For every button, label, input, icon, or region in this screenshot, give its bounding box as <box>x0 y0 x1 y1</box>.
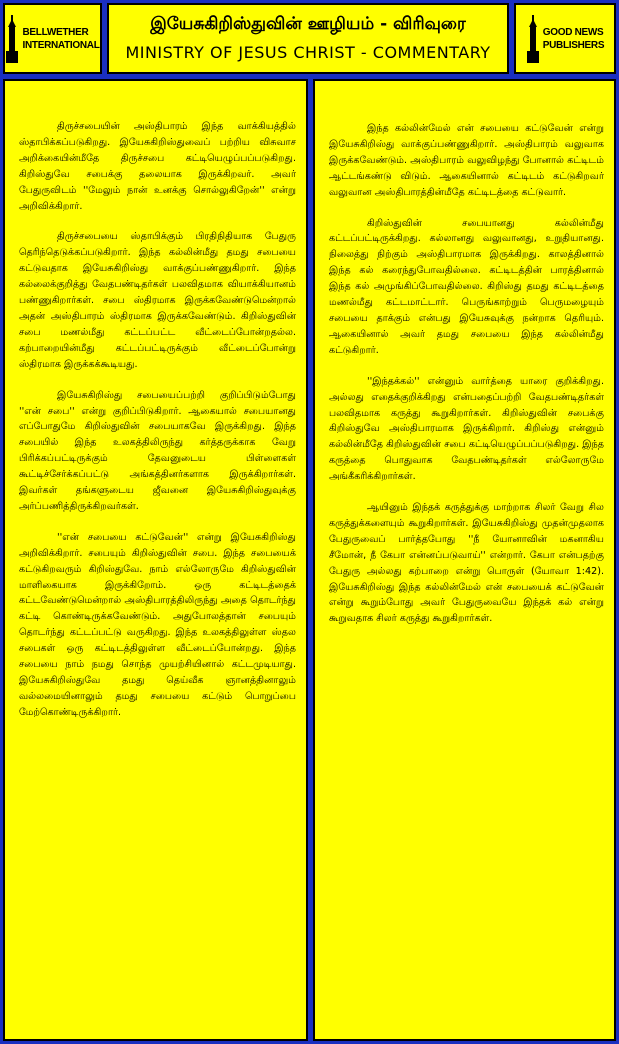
paragraph: ''என் சபையை கட்டுவேன்'' என்று இயேசுகிறிஸ்து அறிவிக்கிறார். சபையும் கிறிஸ்துவின் சபை. இந்த சபையைக் கட்டுகிறவரும் கிறிஸ்துவே. நாம் எல்லோருமே கிறிஸ்துவின் மாளிகையாக இருக்கிறோம். ஒரு கட்டிடத்தைக் கட்டவேண்டுமென்றால் அஸ்திபாரத்திலிருந்து அதை தொடர்ந்து கட்டி கொண்டிருக்கவேண்டும். அதுபோலத்தான் சபையும் தொடர்ந்து கட்டப்பட்டு வருகிறது. இந்த உலகத்திலுள்ள ஸ்தல சபைகள் ஒரு கட்டிடத்திலுள்ள வீட்டைப்போன்றது. இந்த சபையை நாம் நமது சொந்த முயற்சியினால் கட்டமுடியாது. இயேசுகிறிஸ்துவே தமது தெய்வீக ஞானத்தினாலும் வல்லமையினாலும் தமது சபையை கட்டும் பொறுப்பை மேற்கொண்டிருக்கிறார். <box>19 531 296 718</box>
paragraph: கிறிஸ்துவின் சபையானது கல்லின்மீது கட்டப்பட்டிருக்கிறது. கல்லானது வலுவானது, உறுதியானது. நிலைத்து நிற்கும் அஸ்திபாரமாக இருக்கிறது. காலத்தினால் இந்த கல் கரைந்துபோவதில்லை. கட்டிடத்தின் பாரத்தினால் இந்த கல் அமுங்கிப்போவதில்லை. கிறிஸ்து தமது கட்டிடத்தை மணல்மீது கட்டமாட்டார். பெருங்காற்றும் பெருமழையும் சபையை தாக்கும் என்பது இயேசுவுக்கு நன்றாக தெரியும். ஆகையினால் அவர் தமது சபையை இந்த கல்லின்மீது கட்டுகிறார். <box>329 217 604 356</box>
paragraph: ''இந்தக்கல்'' என்னும் வார்த்தை யாரை குறிக்கிறது. அல்லது எதைக்குறிக்கிறது என்பதைப்பற்றி வேதபண்டிதர்கள் பலவிதமாக கருத்து கூறுகிறார்கள். கிறிஸ்துவின் சபைக்கு கிறிஸ்துவே அஸ்திபாரமாக இருக்கிறார். கிறிஸ்து என்னும் கல்லின்மீதே கிறிஸ்துவின் சபை கட்டியெழுப்பப்படுகிறது. இந்த கருத்தை பொதுவாக வேதபண்டிதர்கள் எல்லோருமே அங்கீகரிக்கிறார்கள். <box>329 375 604 483</box>
title-english: MINISTRY OF JESUS CHRIST - COMMENTARY <box>125 43 491 62</box>
left-column <box>3 79 308 1041</box>
title-box <box>107 3 509 74</box>
paragraph: இயேசுகிறிஸ்து சபையைப்பற்றி குறிப்பிடும்போது ''என் சபை'' என்று குறிப்பிடுகிறார். ஆகையால் சபையானது எப்போதுமே கிறிஸ்துவின் சபையாகவே இருக்கிறது. இந்த சபையில் இந்த உலகத்திலிருந்து கர்த்தருக்காக வேறு பிரிக்கப்பட்டிருக்கும் தேவனுடைய பிள்ளைகள் கூட்டிச்சேர்க்கப்பட்டு அங்கத்தினர்களாக இருக்கிறார்கள். இவர்கள் தங்களுடைய ஜீவனை இயேசுகிறிஸ்துவுக்கு அர்ப்பணித்திருக்கிறவர்கள். <box>19 389 296 512</box>
paragraph: இந்த கல்லின்மேல் என் சபையை கட்டுவேன் என்று இயேசுகிறிஸ்து வாக்குப்பண்ணுகிறார். அஸ்திபாரம் வலுவாக இருக்கவேண்டும். அஸ்திபாரம் வலுவிழந்து போனால் கட்டிடம் ஆட்டங்கண்டு விடும். ஆகையினால் கட்டிடம் கட்டுகிறவர் வலுவான அஸ்திபாரத்தின்மீதே கட்டிடத்தை கட்டுவார். <box>329 123 604 198</box>
title-tamil: இயேசுகிறிஸ்துவின் ஊழியம் - விரிவுரை <box>150 14 466 34</box>
logo-line-2: INTERNATIONAL <box>22 39 100 51</box>
right-column <box>313 79 616 1041</box>
good-news-logo <box>514 3 616 74</box>
tower-icon <box>526 15 540 63</box>
paragraph: திருச்சபையின் அஸ்திபாரம் இந்த வாக்கியத்தில் ஸ்தாபிக்கப்படுகிறது. இயேசுகிறிஸ்துவைப் பற்றிய விசுவாச அறிக்கையின்மீதே திருச்சபை கட்டியெழுப்பப்படுகிறது. கிறிஸ்துவே சபைக்கு தலையாக இருக்கிறவர். அவர் பேதுருவிடம் ''மேலும் நான் உனக்கு சொல்லுகிறேன்'' என்று அறிவிக்கிறார். <box>19 121 296 212</box>
logo-line-1: BELLWETHER <box>22 26 89 38</box>
logo-line-1: GOOD NEWS <box>542 26 604 38</box>
tower-icon <box>5 15 19 63</box>
paragraph: ஆயினும் இந்தக் கருத்துக்கு மாற்றாக சிலர் வேறு சில கருத்துக்களையும் கூறுகிறார்கள். இயேசுகிறிஸ்து முதன்முதலாக பேதுருவைப் பார்த்தபோது ''நீ யோனாவின் மகனாகிய சீமோன், நீ கேபா என்னப்படுவாய்'' என்றார். கேபா என்பதற்கு பேதுரு அல்லது கற்பாறை என்று பொருள் (யோவா 1:42). இயேசுகிறிஸ்து இந்த கல்லின்மேல் என் சபையைக் கட்டுவேன் என்று கூறும்போது அவர் பேதுருவையே இந்தக் கல் என்று கூறுவதாக சிலர் கருத்து கூறுகிறார்கள். <box>329 502 604 625</box>
logo-line-2: PUBLISHERS <box>542 39 605 51</box>
bellwether-logo <box>3 3 102 74</box>
paragraph: திருச்சபையை ஸ்தாபிக்கும் பிரதிநிதியாக பேதுரு தெரிந்தெடுக்கப்படுகிறார். இந்த கல்லின்மீது தமது சபையை கட்டுவதாக இயேசுகிறிஸ்து வாக்குப்பண்ணுகிறார். இந்த கல்லைக்குறித்து வேதபண்டிதர்கள் பலவிதமாக வியாக்கியானம் பண்ணுகிறார்கள். சபை ஸ்திரமாக இருக்கவேண்டுமென்றால் அதன் அஸ்திபாரம் ஸ்திரமாக இருக்கவேண்டும். கிறிஸ்துவின் சபை மணல்மீது கட்டப்பட்ட வீட்டைப்போன்றதல்ல. கற்பாறையின்மீது கட்டப்பட்டிருக்கும் வீட்டைப்போன்று ஸ்திரமாக இருக்கக்கூடியது. <box>19 231 296 370</box>
